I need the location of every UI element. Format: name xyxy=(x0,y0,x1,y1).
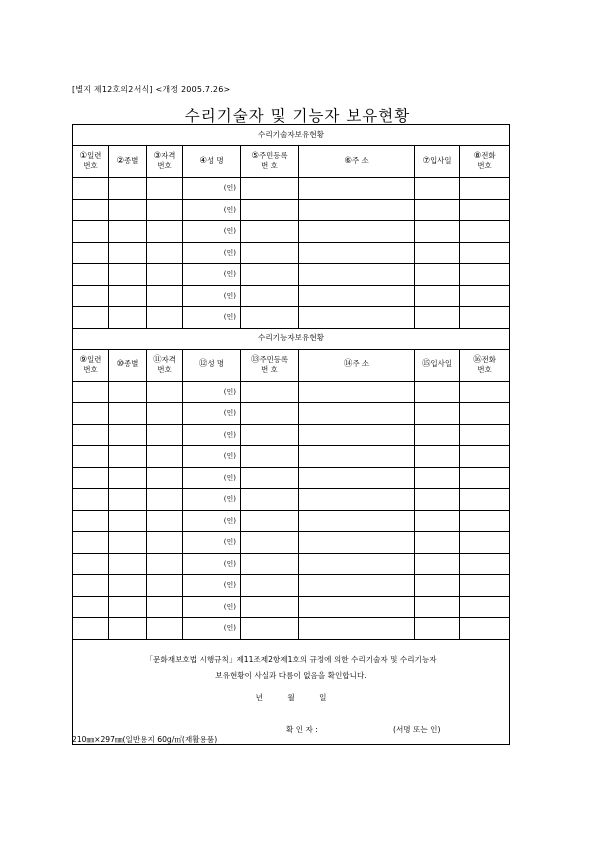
blank-entry-cell[interactable] xyxy=(147,489,183,511)
blank-entry-cell[interactable] xyxy=(73,553,109,575)
craftsman-table-row xyxy=(73,446,510,468)
blank-entry-cell[interactable] xyxy=(299,532,415,554)
blank-entry-cell[interactable] xyxy=(299,467,415,489)
blank-entry-cell[interactable] xyxy=(460,510,510,532)
technician-table-row xyxy=(73,221,510,243)
header-label-line2: 번 호 xyxy=(261,364,278,374)
blank-entry-cell[interactable] xyxy=(460,242,510,264)
blank-entry-cell[interactable] xyxy=(241,553,299,575)
blank-entry-cell[interactable] xyxy=(147,307,183,329)
blank-entry-cell[interactable] xyxy=(460,489,510,511)
header-label-line2: 번호 xyxy=(157,161,172,171)
blank-entry-cell[interactable] xyxy=(241,178,299,200)
name-seal-cell[interactable]: (인) xyxy=(183,381,241,403)
blank-entry-cell[interactable] xyxy=(460,307,510,329)
craftsman-col-header xyxy=(109,349,147,381)
blank-entry-cell[interactable] xyxy=(460,467,510,489)
blank-entry-cell[interactable] xyxy=(147,618,183,640)
blank-entry-cell[interactable] xyxy=(415,510,460,532)
blank-entry-cell[interactable] xyxy=(147,285,183,307)
confirmer-label: 확 인 자 : xyxy=(286,724,318,734)
blank-entry-cell[interactable] xyxy=(460,285,510,307)
blank-entry-cell[interactable] xyxy=(241,221,299,243)
craftsman-section-title: 수리기능자보유현황 xyxy=(73,328,510,349)
blank-entry-cell[interactable] xyxy=(73,510,109,532)
header-label: 자격 xyxy=(161,354,176,364)
circled-number: ⑤ xyxy=(251,151,260,162)
circled-number: ⑪ xyxy=(153,354,162,365)
technician-section-title: 수리기술자보유현황 xyxy=(73,125,510,146)
paper-spec-note: 210㎜×297㎜(일반용지 60g/㎡(재활용품) xyxy=(72,735,218,744)
blank-entry-cell[interactable] xyxy=(73,424,109,446)
blank-entry-cell[interactable] xyxy=(415,489,460,511)
blank-entry-cell[interactable] xyxy=(241,596,299,618)
blank-entry-cell[interactable] xyxy=(73,467,109,489)
blank-entry-cell[interactable] xyxy=(415,553,460,575)
name-seal-cell[interactable]: (인) xyxy=(183,618,241,640)
blank-entry-cell[interactable] xyxy=(299,199,415,221)
blank-entry-cell[interactable] xyxy=(109,381,147,403)
blank-entry-cell[interactable] xyxy=(241,510,299,532)
blank-entry-cell[interactable] xyxy=(73,446,109,468)
blank-entry-cell[interactable] xyxy=(241,467,299,489)
header-label: 종별 xyxy=(124,359,139,369)
blank-entry-cell[interactable] xyxy=(241,489,299,511)
blank-entry-cell[interactable] xyxy=(460,403,510,425)
form-number-note: [별지 제12호의2서식] <개정 2005.7.26> xyxy=(72,85,231,94)
blank-entry-cell[interactable] xyxy=(241,403,299,425)
blank-entry-cell[interactable] xyxy=(299,264,415,286)
blank-entry-cell[interactable] xyxy=(299,446,415,468)
blank-entry-cell[interactable] xyxy=(109,199,147,221)
technician-col-header xyxy=(415,146,460,178)
date-field[interactable]: 년 월 일 xyxy=(255,692,327,702)
name-seal-cell[interactable]: (인) xyxy=(183,178,241,200)
blank-entry-cell[interactable] xyxy=(241,285,299,307)
header-label-line2: 번호 xyxy=(477,161,492,171)
blank-entry-cell[interactable] xyxy=(415,575,460,597)
name-seal-cell[interactable]: (인) xyxy=(183,424,241,446)
technician-section-row xyxy=(73,125,510,146)
circled-number: ⑧ xyxy=(473,151,482,162)
blank-entry-cell[interactable] xyxy=(73,532,109,554)
blank-entry-cell[interactable] xyxy=(299,221,415,243)
circled-number: ⑬ xyxy=(250,354,260,365)
blank-entry-cell[interactable] xyxy=(460,618,510,640)
technician-header-row xyxy=(73,146,510,178)
blank-entry-cell[interactable] xyxy=(147,242,183,264)
blank-entry-cell[interactable] xyxy=(299,489,415,511)
craftsman-col-header xyxy=(299,349,415,381)
blank-entry-cell[interactable] xyxy=(73,178,109,200)
blank-entry-cell[interactable] xyxy=(73,489,109,511)
craftsman-table-row xyxy=(73,424,510,446)
blank-entry-cell[interactable] xyxy=(299,618,415,640)
name-seal-cell[interactable]: (인) xyxy=(183,510,241,532)
blank-entry-cell[interactable] xyxy=(415,264,460,286)
blank-entry-cell[interactable] xyxy=(241,618,299,640)
craftsman-table-row xyxy=(73,489,510,511)
header-label: 주 소 xyxy=(352,359,370,369)
blank-entry-cell[interactable] xyxy=(109,510,147,532)
blank-entry-cell[interactable] xyxy=(460,264,510,286)
blank-entry-cell[interactable] xyxy=(73,242,109,264)
blank-entry-cell[interactable] xyxy=(73,285,109,307)
technician-table-row xyxy=(73,242,510,264)
craftsman-table-row xyxy=(73,467,510,489)
craftsman-table-row xyxy=(73,575,510,597)
header-label: 주민등록 xyxy=(259,354,289,364)
craftsman-col-header xyxy=(73,349,109,381)
blank-entry-cell[interactable] xyxy=(415,424,460,446)
blank-entry-cell[interactable] xyxy=(415,596,460,618)
header-label: 주 소 xyxy=(351,155,369,165)
blank-entry-cell[interactable] xyxy=(73,403,109,425)
name-seal-cell[interactable]: (인) xyxy=(183,489,241,511)
craftsman-header-row xyxy=(73,349,510,381)
blank-entry-cell[interactable] xyxy=(109,618,147,640)
circled-number: ⑮ xyxy=(422,359,431,370)
header-label: 일련 xyxy=(87,354,102,364)
blank-entry-cell[interactable] xyxy=(147,575,183,597)
technician-col-header xyxy=(109,146,147,178)
blank-entry-cell[interactable] xyxy=(460,446,510,468)
blank-entry-cell[interactable] xyxy=(299,242,415,264)
blank-entry-cell[interactable] xyxy=(73,381,109,403)
blank-entry-cell[interactable] xyxy=(299,510,415,532)
blank-entry-cell[interactable] xyxy=(241,264,299,286)
blank-entry-cell[interactable] xyxy=(241,575,299,597)
blank-entry-cell[interactable] xyxy=(73,596,109,618)
blank-entry-cell[interactable] xyxy=(109,532,147,554)
declaration-cell xyxy=(73,639,510,744)
blank-entry-cell[interactable] xyxy=(73,618,109,640)
blank-entry-cell[interactable] xyxy=(460,199,510,221)
circled-number: ⑥ xyxy=(344,155,352,166)
circled-number: ③ xyxy=(153,151,162,162)
blank-entry-cell[interactable] xyxy=(299,285,415,307)
blank-entry-cell[interactable] xyxy=(147,424,183,446)
craftsman-table-row xyxy=(73,532,510,554)
name-seal-cell[interactable]: (인) xyxy=(183,221,241,243)
blank-entry-cell[interactable] xyxy=(460,178,510,200)
blank-entry-cell[interactable] xyxy=(147,178,183,200)
blank-entry-cell[interactable] xyxy=(147,510,183,532)
header-label: 일련 xyxy=(87,151,102,161)
circled-number: ⑭ xyxy=(343,359,353,370)
name-seal-cell[interactable]: (인) xyxy=(183,596,241,618)
blank-entry-cell[interactable] xyxy=(109,596,147,618)
circled-number: ⑫ xyxy=(198,359,208,370)
name-seal-cell[interactable]: (인) xyxy=(183,242,241,264)
header-label-line2: 번호 xyxy=(83,161,98,171)
blank-entry-cell[interactable] xyxy=(147,553,183,575)
header-label: 전화 xyxy=(481,151,496,161)
circled-number: ① xyxy=(79,151,88,162)
blank-entry-cell[interactable] xyxy=(460,381,510,403)
name-seal-cell[interactable]: (인) xyxy=(183,467,241,489)
personnel-status-form xyxy=(72,124,510,745)
blank-entry-cell[interactable] xyxy=(73,264,109,286)
name-seal-cell[interactable]: (인) xyxy=(183,285,241,307)
header-label-line2: 번호 xyxy=(83,364,98,374)
circled-number: ⑯ xyxy=(473,354,482,365)
name-seal-cell[interactable]: (인) xyxy=(183,553,241,575)
blank-entry-cell[interactable] xyxy=(415,242,460,264)
technician-table-row xyxy=(73,178,510,200)
blank-entry-cell[interactable] xyxy=(147,596,183,618)
blank-entry-cell[interactable] xyxy=(109,446,147,468)
declaration-block xyxy=(73,640,509,744)
technician-col-header xyxy=(241,146,299,178)
blank-entry-cell[interactable] xyxy=(299,553,415,575)
blank-entry-cell[interactable] xyxy=(415,178,460,200)
blank-entry-cell[interactable] xyxy=(147,467,183,489)
header-label: 주민등록 xyxy=(259,151,288,161)
craftsman-section-row xyxy=(73,328,510,349)
signature-field[interactable]: (서명 또는 인) xyxy=(393,724,441,734)
blank-entry-cell[interactable] xyxy=(109,178,147,200)
blank-entry-cell[interactable] xyxy=(147,199,183,221)
blank-entry-cell[interactable] xyxy=(241,424,299,446)
blank-entry-cell[interactable] xyxy=(299,381,415,403)
form-title: 수리기술자 및 기능자 보유현황 xyxy=(184,107,411,125)
circled-number: ⑨ xyxy=(79,354,88,365)
blank-entry-cell[interactable] xyxy=(415,285,460,307)
craftsman-col-header xyxy=(147,349,183,381)
blank-entry-cell[interactable] xyxy=(147,446,183,468)
name-seal-cell[interactable]: (인) xyxy=(183,403,241,425)
header-label: 종별 xyxy=(124,155,139,165)
blank-entry-cell[interactable] xyxy=(109,242,147,264)
blank-entry-cell[interactable] xyxy=(460,424,510,446)
blank-entry-cell[interactable] xyxy=(147,403,183,425)
craftsman-table-row xyxy=(73,381,510,403)
blank-entry-cell[interactable] xyxy=(241,307,299,329)
blank-entry-cell[interactable] xyxy=(241,446,299,468)
blank-entry-cell[interactable] xyxy=(299,307,415,329)
blank-entry-cell[interactable] xyxy=(415,618,460,640)
blank-entry-cell[interactable] xyxy=(415,532,460,554)
circled-number: ⑦ xyxy=(422,155,431,166)
blank-entry-cell[interactable] xyxy=(109,221,147,243)
blank-entry-cell[interactable] xyxy=(415,446,460,468)
blank-entry-cell[interactable] xyxy=(460,553,510,575)
technician-col-header xyxy=(299,146,415,178)
declaration-line2: 보유현황이 사실과 다름이 없음을 확인합니다. xyxy=(215,670,367,680)
technician-table-row xyxy=(73,307,510,329)
blank-entry-cell[interactable] xyxy=(109,403,147,425)
blank-entry-cell[interactable] xyxy=(415,307,460,329)
circled-number: ⑩ xyxy=(116,359,125,370)
blank-entry-cell[interactable] xyxy=(299,403,415,425)
blank-entry-cell[interactable] xyxy=(460,596,510,618)
blank-entry-cell[interactable] xyxy=(415,199,460,221)
blank-entry-cell[interactable] xyxy=(147,264,183,286)
header-label: 입사일 xyxy=(430,155,452,165)
header-label: 성 명 xyxy=(207,359,225,369)
technician-col-header xyxy=(73,146,109,178)
header-label: 성 명 xyxy=(206,155,224,165)
blank-entry-cell[interactable] xyxy=(109,307,147,329)
header-label: 자격 xyxy=(161,151,176,161)
craftsman-table-row xyxy=(73,403,510,425)
name-seal-cell[interactable]: (인) xyxy=(183,307,241,329)
header-label-line2: 번호 xyxy=(477,364,492,374)
craftsman-col-header xyxy=(183,349,241,381)
blank-entry-cell[interactable] xyxy=(73,575,109,597)
declaration-row xyxy=(73,639,510,744)
craftsman-col-header xyxy=(415,349,460,381)
blank-entry-cell[interactable] xyxy=(299,596,415,618)
blank-entry-cell[interactable] xyxy=(241,381,299,403)
craftsman-col-header xyxy=(241,349,299,381)
blank-entry-cell[interactable] xyxy=(241,242,299,264)
blank-entry-cell[interactable] xyxy=(109,553,147,575)
blank-entry-cell[interactable] xyxy=(299,575,415,597)
name-seal-cell[interactable]: (인) xyxy=(183,199,241,221)
blank-entry-cell[interactable] xyxy=(460,532,510,554)
circled-number: ④ xyxy=(199,155,207,166)
blank-entry-cell[interactable] xyxy=(415,403,460,425)
declaration-text xyxy=(73,652,509,684)
craftsman-table-row xyxy=(73,618,510,640)
blank-entry-cell[interactable] xyxy=(109,467,147,489)
blank-entry-cell[interactable] xyxy=(147,381,183,403)
blank-entry-cell[interactable] xyxy=(109,264,147,286)
blank-entry-cell[interactable] xyxy=(109,489,147,511)
blank-entry-cell[interactable] xyxy=(147,221,183,243)
header-label: 전화 xyxy=(481,354,496,364)
header-label-line2: 번호 xyxy=(157,364,172,374)
blank-entry-cell[interactable] xyxy=(73,307,109,329)
blank-entry-cell[interactable] xyxy=(241,532,299,554)
blank-entry-cell[interactable] xyxy=(415,221,460,243)
blank-entry-cell[interactable] xyxy=(460,575,510,597)
technician-col-header xyxy=(183,146,241,178)
craftsman-col-header xyxy=(460,349,510,381)
header-label: 입사일 xyxy=(430,359,452,369)
technician-col-header xyxy=(147,146,183,178)
craftsman-table-row xyxy=(73,596,510,618)
blank-entry-cell[interactable] xyxy=(147,532,183,554)
name-seal-cell[interactable]: (인) xyxy=(183,264,241,286)
circled-number: ② xyxy=(116,155,125,166)
name-seal-cell[interactable]: (인) xyxy=(183,575,241,597)
blank-entry-cell[interactable] xyxy=(299,424,415,446)
technician-col-header xyxy=(460,146,510,178)
blank-entry-cell[interactable] xyxy=(109,285,147,307)
technician-table-row xyxy=(73,199,510,221)
craftsman-table-row xyxy=(73,553,510,575)
blank-entry-cell[interactable] xyxy=(109,424,147,446)
blank-entry-cell[interactable] xyxy=(415,467,460,489)
blank-entry-cell[interactable] xyxy=(415,381,460,403)
blank-entry-cell[interactable] xyxy=(299,178,415,200)
name-seal-cell[interactable]: (인) xyxy=(183,446,241,468)
blank-entry-cell[interactable] xyxy=(109,575,147,597)
blank-entry-cell[interactable] xyxy=(73,221,109,243)
blank-entry-cell[interactable] xyxy=(73,199,109,221)
header-label-line2: 번 호 xyxy=(261,161,278,171)
technician-table-row xyxy=(73,285,510,307)
declaration-line1: 「문화재보호법 시행규칙」제11조제2항제1호의 규정에 의한 수리기술자 및 수리기능자 xyxy=(145,654,437,664)
blank-entry-cell[interactable] xyxy=(241,199,299,221)
technician-table-row xyxy=(73,264,510,286)
name-seal-cell[interactable]: (인) xyxy=(183,532,241,554)
craftsman-table-row xyxy=(73,510,510,532)
blank-entry-cell[interactable] xyxy=(460,221,510,243)
